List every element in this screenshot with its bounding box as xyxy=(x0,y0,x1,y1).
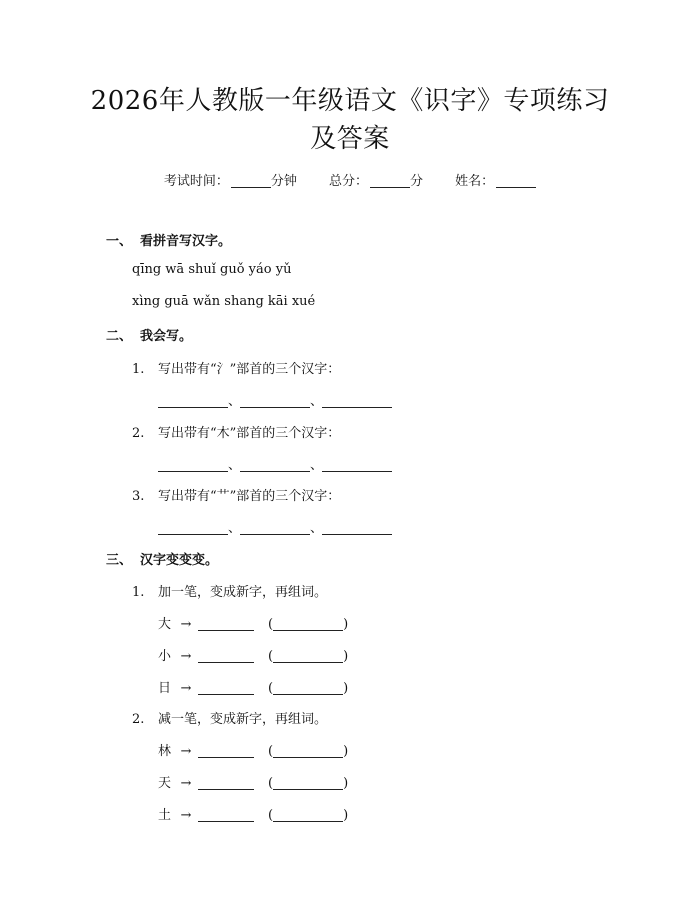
question-number: 2. xyxy=(132,426,145,441)
answer-blanks-2 xyxy=(158,454,392,473)
new-char-blank[interactable] xyxy=(198,648,254,663)
separator: 、 xyxy=(228,521,242,536)
section-3-question-2 xyxy=(132,708,327,727)
title-line-2: 及答案 xyxy=(310,124,390,154)
char-transform-row xyxy=(158,645,348,664)
student-name xyxy=(455,170,536,189)
section-1-number: 一、 xyxy=(106,234,133,249)
separator: 、 xyxy=(228,458,242,473)
section-2-question-3 xyxy=(132,485,340,504)
arrow-icon: → xyxy=(180,617,192,632)
page-title xyxy=(0,82,700,158)
section-2-title: 我会写。 xyxy=(140,329,193,344)
separator: 、 xyxy=(310,521,324,536)
answer-blank[interactable] xyxy=(158,520,228,535)
question-text: 减一笔，变成新字，再组词。 xyxy=(158,712,328,727)
total-score xyxy=(329,170,423,189)
section-2-question-2 xyxy=(132,422,340,441)
exam-time-unit: 分钟 xyxy=(270,174,297,189)
char-transform-row xyxy=(158,740,348,759)
word-blank[interactable] xyxy=(273,807,343,822)
source-char: 小 xyxy=(158,649,172,664)
exam-time xyxy=(164,170,297,189)
pinyin-line-2: xìng guā wǎn shang kāi xué xyxy=(132,294,316,309)
answer-blank[interactable] xyxy=(158,393,228,408)
answer-blank[interactable] xyxy=(322,457,392,472)
question-text: 写出带有“木”部首的三个汉字： xyxy=(158,426,341,441)
student-name-blank[interactable] xyxy=(496,173,536,188)
answer-blank[interactable] xyxy=(240,520,310,535)
arrow-icon: → xyxy=(180,808,192,823)
question-number: 2. xyxy=(132,712,145,727)
word-blank[interactable] xyxy=(273,775,343,790)
section-2-question-1 xyxy=(132,358,340,377)
new-char-blank[interactable] xyxy=(198,680,254,695)
exam-time-label: 考试时间： xyxy=(163,174,229,189)
section-3-title: 汉字变变变。 xyxy=(140,553,219,568)
new-char-blank[interactable] xyxy=(198,616,254,631)
source-char: 天 xyxy=(158,776,172,791)
student-name-label: 姓名： xyxy=(455,174,495,189)
section-2-heading xyxy=(106,325,192,344)
separator: 、 xyxy=(310,458,324,473)
section-1-heading xyxy=(106,230,231,249)
word-blank[interactable] xyxy=(273,680,343,695)
answer-blank[interactable] xyxy=(158,457,228,472)
question-number: 3. xyxy=(132,489,145,504)
question-text: 写出带有“氵”部首的三个汉字： xyxy=(158,362,341,377)
word-group: ( ) xyxy=(268,776,349,791)
word-blank[interactable] xyxy=(273,648,343,663)
answer-blank[interactable] xyxy=(240,393,310,408)
question-number: 1. xyxy=(132,362,145,377)
source-char: 土 xyxy=(158,808,172,823)
char-transform-row xyxy=(158,804,348,823)
total-score-unit: 分 xyxy=(410,174,424,189)
answer-blank[interactable] xyxy=(322,520,392,535)
word-blank[interactable] xyxy=(273,743,343,758)
source-char: 日 xyxy=(158,681,172,696)
separator: 、 xyxy=(310,394,324,409)
word-group: ( ) xyxy=(268,744,349,759)
word-group: ( ) xyxy=(268,681,349,696)
pinyin-line-1: qīng wā shuǐ guǒ yáo yǔ xyxy=(132,262,292,277)
section-1-title: 看拼音写汉字。 xyxy=(140,234,232,249)
total-score-label: 总分： xyxy=(328,174,368,189)
char-transform-row xyxy=(158,772,348,791)
exam-info-bar xyxy=(0,170,700,189)
section-3-number: 三、 xyxy=(106,553,133,568)
source-char: 林 xyxy=(158,744,172,759)
title-line-1: 2026年人教版一年级语文《识字》专项练习 xyxy=(90,86,610,116)
section-3-heading xyxy=(106,549,218,568)
word-group: ( ) xyxy=(268,649,349,664)
new-char-blank[interactable] xyxy=(198,743,254,758)
word-group: ( ) xyxy=(268,808,349,823)
section-3-question-1 xyxy=(132,581,327,600)
char-transform-row xyxy=(158,613,348,632)
question-text: 写出带有“艹”部首的三个汉字： xyxy=(158,489,341,504)
arrow-icon: → xyxy=(180,776,192,791)
word-blank[interactable] xyxy=(273,616,343,631)
arrow-icon: → xyxy=(180,649,192,664)
answer-blanks-3 xyxy=(158,517,392,536)
new-char-blank[interactable] xyxy=(198,775,254,790)
arrow-icon: → xyxy=(180,681,192,696)
separator: 、 xyxy=(228,394,242,409)
word-group: ( ) xyxy=(268,617,349,632)
char-transform-row xyxy=(158,677,348,696)
section-2-number: 二、 xyxy=(106,329,133,344)
source-char: 大 xyxy=(158,617,172,632)
answer-blank[interactable] xyxy=(240,457,310,472)
answer-blank[interactable] xyxy=(322,393,392,408)
answer-blanks-1 xyxy=(158,390,392,409)
exam-time-blank[interactable] xyxy=(231,173,271,188)
question-number: 1. xyxy=(132,585,145,600)
new-char-blank[interactable] xyxy=(198,807,254,822)
total-score-blank[interactable] xyxy=(370,173,410,188)
question-text: 加一笔，变成新字，再组词。 xyxy=(158,585,328,600)
arrow-icon: → xyxy=(180,744,192,759)
